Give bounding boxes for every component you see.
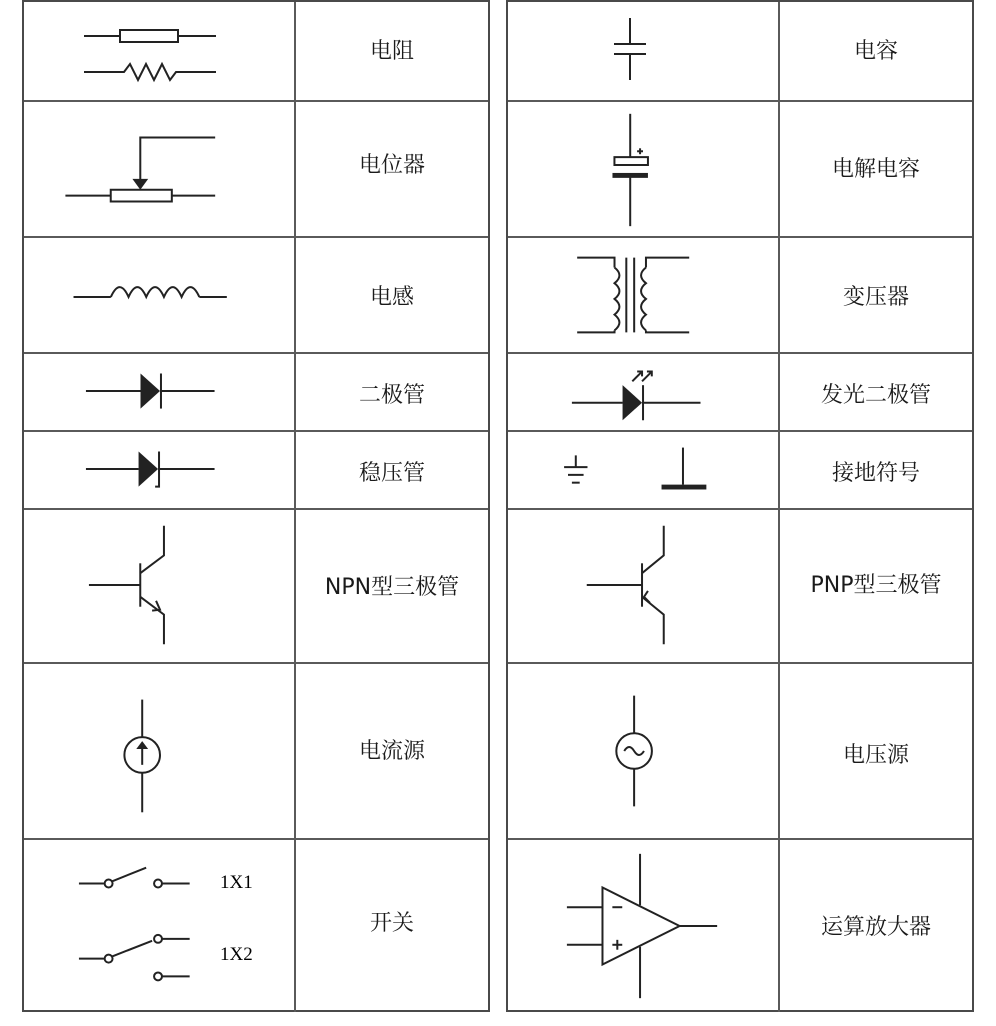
switch-symbol (24, 840, 296, 1012)
table-row (24, 352, 488, 430)
right-symbol-table (506, 0, 974, 1012)
table-row (508, 100, 972, 236)
table-row (508, 430, 972, 508)
current-source-symbol (24, 664, 296, 838)
symbol-label: PNP型三极管 (810, 573, 942, 598)
transformer-symbol (508, 238, 780, 352)
table-row (24, 662, 488, 838)
symbol-label: 电容 (853, 39, 898, 64)
switch-sublabel: 1X1 (220, 872, 253, 893)
diode-symbol (24, 354, 296, 430)
inductor-symbol (24, 238, 296, 352)
symbol-label: NPN型三极管 (324, 575, 460, 600)
table-row (24, 508, 488, 662)
symbol-label: 电感 (369, 285, 414, 310)
table-row (24, 430, 488, 508)
symbol-label: 接地符号 (831, 461, 920, 486)
ground-symbol (508, 432, 780, 508)
capacitor-symbol (508, 2, 780, 100)
symbol-label: 稳压管 (358, 461, 425, 486)
electrolytic-capacitor-icon (508, 102, 780, 236)
table-row (24, 838, 488, 1012)
pnp-transistor-symbol (508, 510, 780, 662)
inductor-icon (24, 238, 296, 352)
led-symbol (508, 354, 780, 430)
symbol-label: 二极管 (358, 383, 425, 408)
ground-icon (508, 432, 780, 508)
symbol-label: 电流源 (358, 739, 425, 764)
op-amp-symbol (508, 840, 780, 1012)
table-row (24, 100, 488, 236)
switch-sublabel: 1X2 (220, 944, 253, 965)
table-row (508, 352, 972, 430)
left-symbol-table (22, 0, 490, 1012)
table-row (508, 2, 972, 100)
symbol-label: 电位器 (358, 153, 425, 178)
symbol-label: 变压器 (842, 285, 909, 310)
table-row (508, 662, 972, 838)
table-row (508, 838, 972, 1012)
voltage-source-symbol (508, 664, 780, 838)
symbol-label: 运算放大器 (820, 915, 931, 940)
zener-diode-symbol (24, 432, 296, 508)
potentiometer-icon (24, 102, 296, 236)
diode-icon (24, 354, 296, 430)
resistor-icon (24, 2, 296, 100)
npn-transistor-icon (24, 510, 296, 662)
led-icon (508, 354, 780, 430)
zener-diode-icon (24, 432, 296, 508)
current-source-icon (24, 664, 296, 838)
table-row (508, 508, 972, 662)
symbol-label: 开关 (369, 911, 414, 936)
table-row (24, 2, 488, 100)
voltage-source-icon (508, 664, 780, 838)
symbol-label: 电压源 (842, 743, 909, 768)
op-amp-icon (508, 840, 780, 1012)
transformer-icon (508, 238, 780, 352)
npn-transistor-symbol (24, 510, 296, 662)
symbol-label: 电阻 (369, 39, 414, 64)
electrolytic-capacitor-symbol (508, 102, 780, 236)
symbol-label: 电解电容 (831, 157, 920, 182)
resistor-symbol (24, 2, 296, 100)
potentiometer-symbol (24, 102, 296, 236)
switch-icon (24, 840, 296, 1012)
capacitor-icon (508, 2, 780, 100)
table-row (24, 236, 488, 352)
symbol-label: 发光二极管 (820, 383, 931, 408)
pnp-transistor-icon (508, 510, 780, 662)
table-row (508, 236, 972, 352)
